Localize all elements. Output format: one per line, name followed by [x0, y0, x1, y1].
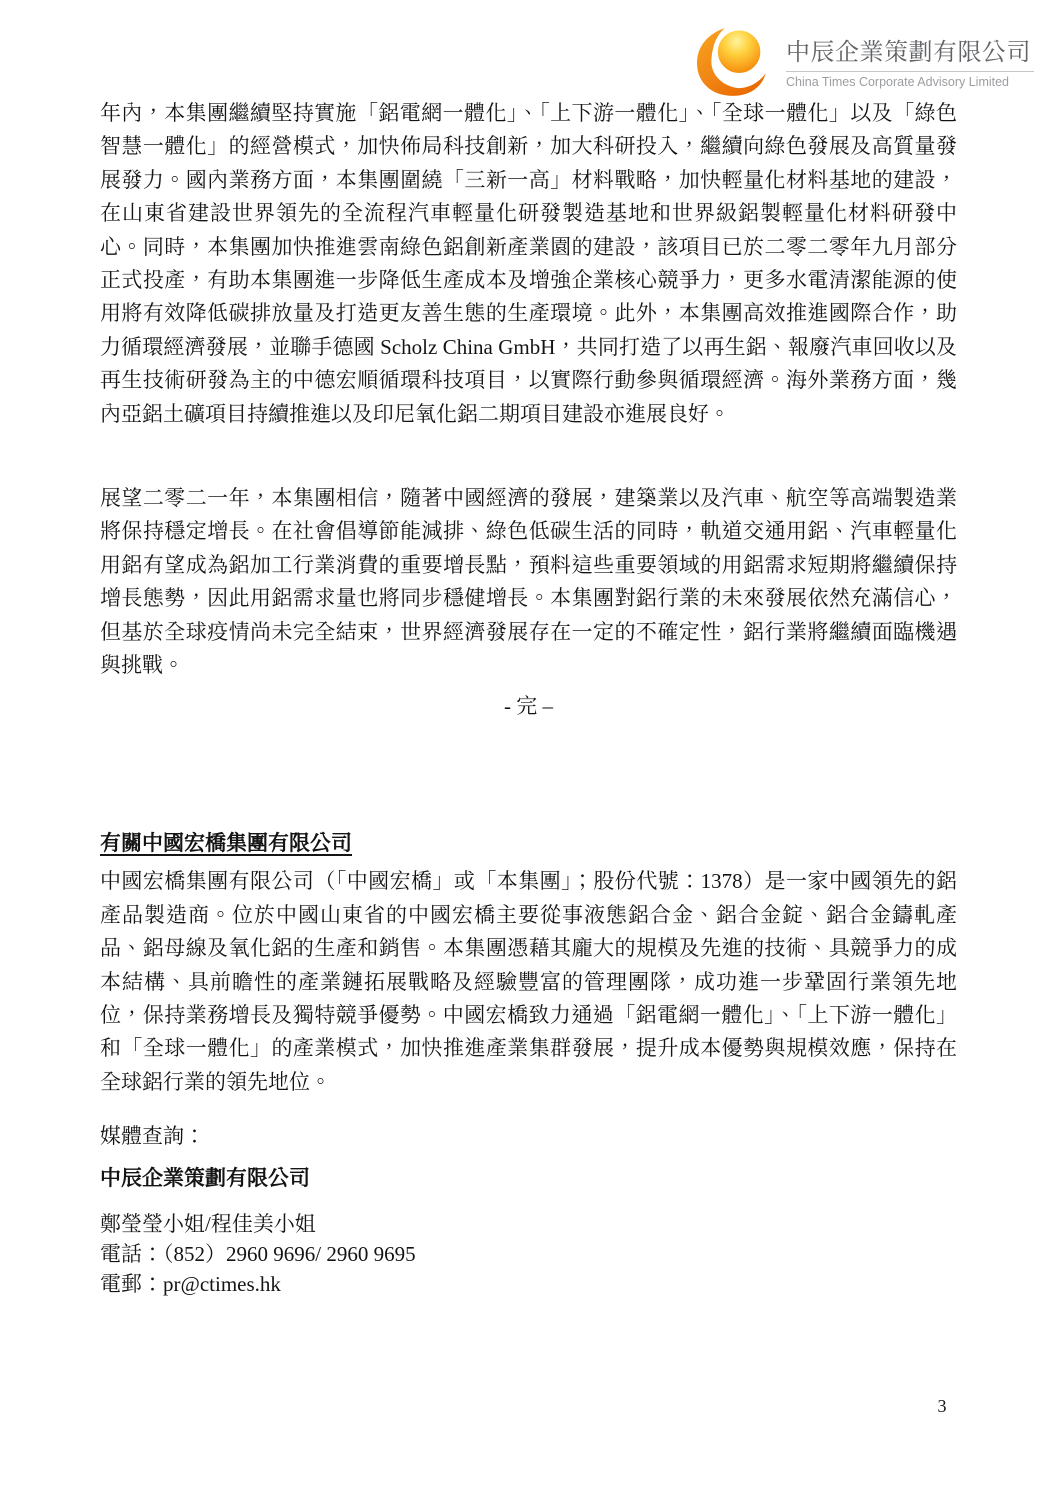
- contact-phone: 電話：（852）2960 9696/ 2960 9695: [100, 1241, 416, 1266]
- contact-details-block: [100, 1209, 957, 1299]
- body-paragraph-2: 展望二零二一年，本集團相信，隨著中國經濟的發展，建築業以及汽車、航空等高端製造業將保持穩定增長。在社會倡導節能減排、綠色低碳生活的同時，軌道交通用鋁、汽車輕量化用鋁有望成為鋁加工行業消費的重要增長點，預料這些重要領域的用鋁需求短期將繼續保持增長態勢，因此用鋁需求量也將同步穩健增長。本集團對鋁行業的未來發展依然充滿信心，但基於全球疫情尚未完全結束，世界經濟發展存在一定的不確定性，鋁行業將繼續面臨機遇與挑戰。: [100, 486, 957, 678]
- contact-company-name: 中辰企業策劃有限公司: [100, 1165, 310, 1190]
- media-enquiries-label: 媒體查詢：: [100, 1124, 205, 1149]
- contact-persons: 鄭瑩瑩小姐/程佳美小姐: [100, 1211, 316, 1236]
- company-logo: [694, 26, 1034, 98]
- logo-company-name-en: China Times Corporate Advisory Limited: [786, 75, 1010, 89]
- logo-divider-line: [786, 71, 1034, 72]
- about-section-heading-text: 有關中國宏橋集團有限公司: [100, 830, 352, 855]
- about-section-heading: [100, 827, 957, 860]
- logo-text-block: [786, 32, 1034, 89]
- contact-email: 電郵：pr@ctimes.hk: [100, 1271, 281, 1296]
- orange-sphere-swirl-icon: [694, 26, 776, 98]
- page-number: 3: [937, 1396, 947, 1416]
- about-paragraph: 中國宏橋集團有限公司（「中國宏橋」或「本集團」；股份代號：1378）是一家中國領先的鋁產品製造商。位於中國山東省的中國宏橋主要從事液態鋁合金、鋁合金錠、鋁合金鑄軋產品、鋁母線及氧化鋁的生產和銷售。本集團憑藉其龐大的規模及先進的技術、具競爭力的成本結構、具前瞻性的產業鏈拓展戰略及經驗豐富的管理團隊，成功進一步鞏固行業領先地位，保持業務增長及獨特競爭優勢。中國宏橋致力通過「鋁電網一體化」、「上下游一體化」和「全球一體化」的產業模式，加快推進產業集群發展，提升成本優勢與規模效應，保持在全球鋁行業的領先地位。: [100, 869, 957, 1094]
- end-of-release-mark: - 完 –: [504, 693, 553, 718]
- press-release-body: [100, 97, 957, 1299]
- logo-company-name-zh: 中辰企業策劃有限公司: [786, 39, 1031, 66]
- body-paragraph-1: 年內，本集團繼續堅持實施「鋁電網一體化」、「上下游一體化」、「全球一體化」以及「綠色智慧一體化」的經營模式，加快佈局科技創新，加大科研投入，繼續向綠色發展及高質量發展發力。國內業務方面，本集團圍繞「三新一高」材料戰略，加快輕量化材料基地的建設，在山東省建設世界領先的全流程汽車輕量化研發製造基地和世界級鋁製輕量化材料研發中心。同時，本集團加快推進雲南綠色鋁創新產業園的建設，該項目已於二零二零年九月部分正式投產，有助本集團進一步降低生產成本及增強企業核心競爭力，更多水電清潔能源的使用將有效降低碳排放量及打造更友善生態的生產環境。此外，本集團高效推進國際合作，助力循環經濟發展，並聯手德國 Scholz China GmbH，共同打造了以再生鋁、報廢汽車回收以及再生技術研發為主的中德宏順循環科技項目，以實際行動參與循環經濟。海外業務方面，幾內亞鋁土礦項目持續推進以及印尼氧化鋁二期項目建設亦進展良好。: [100, 101, 957, 426]
